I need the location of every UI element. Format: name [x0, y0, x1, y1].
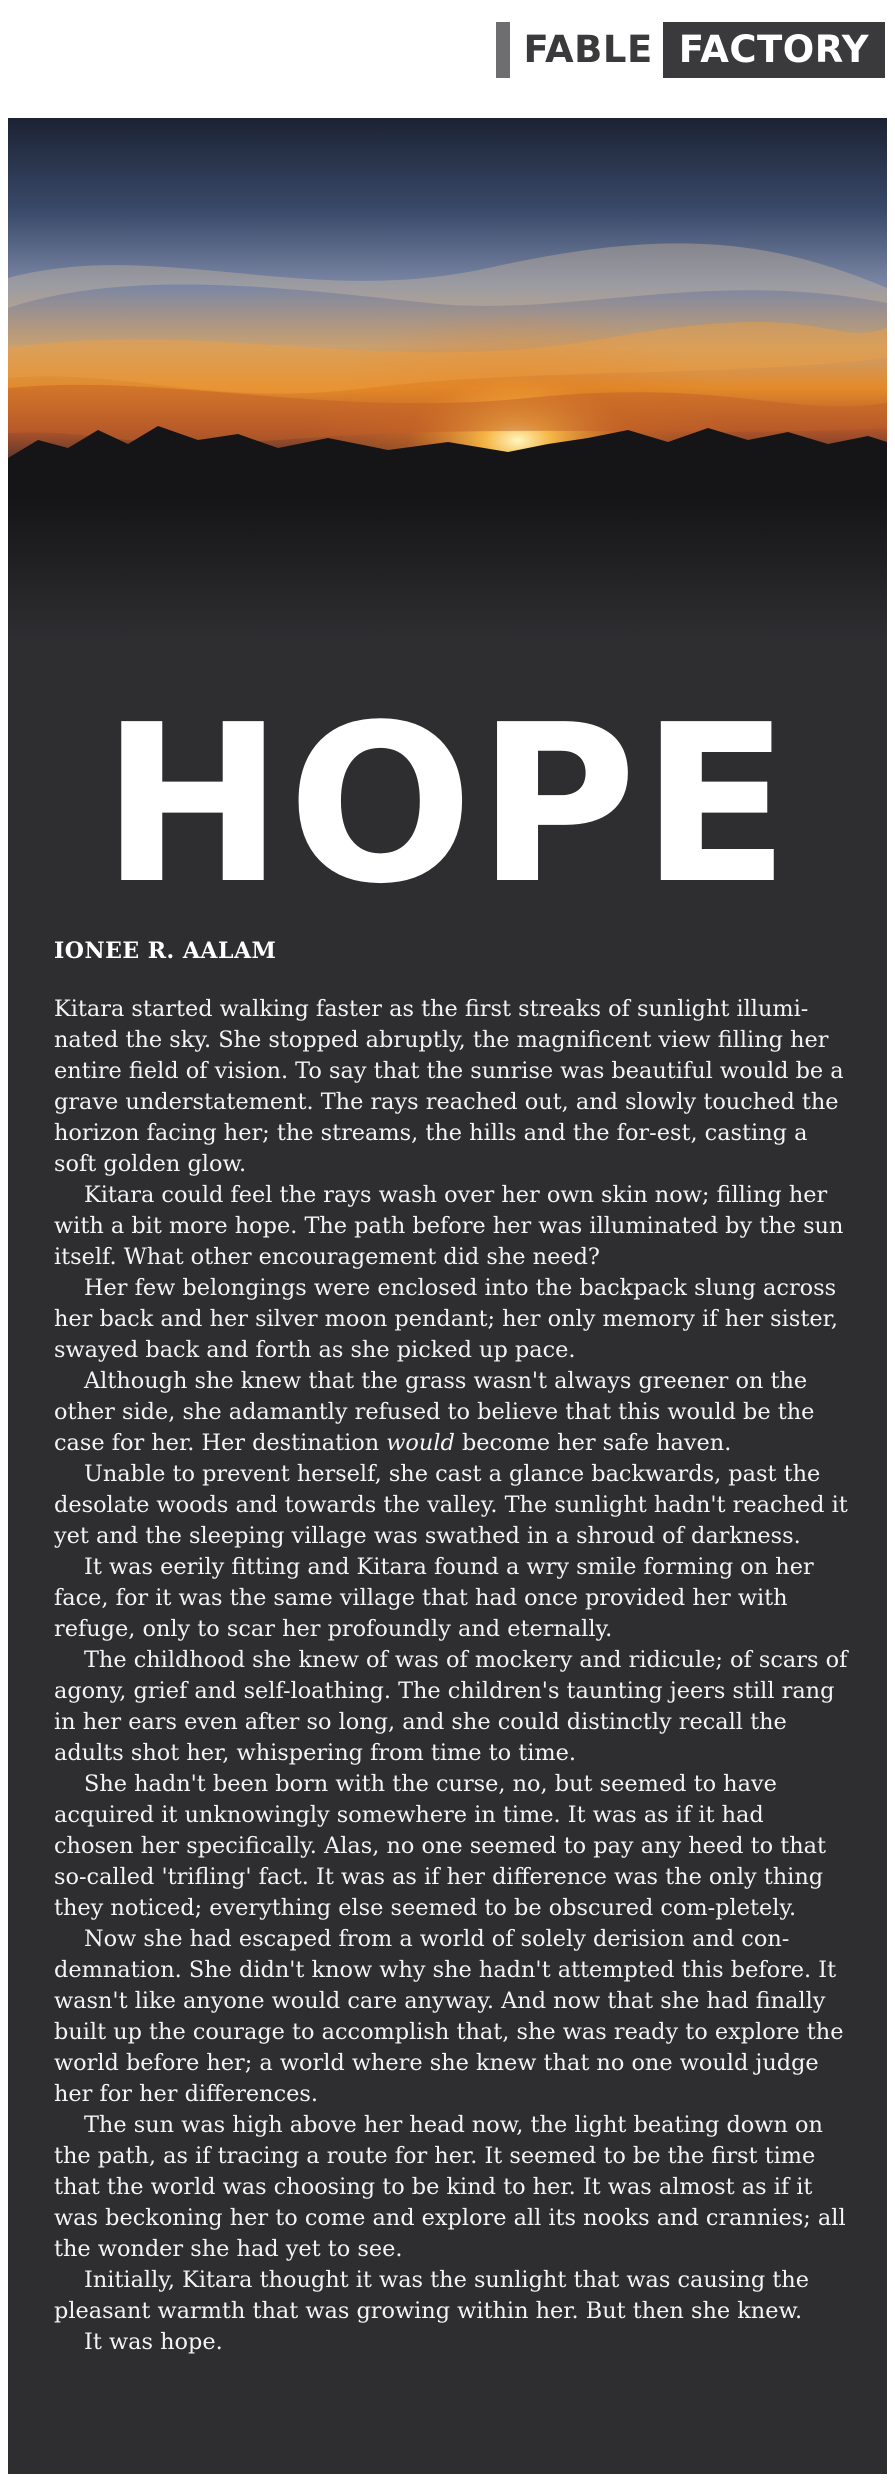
paragraph-text: It was hope. [84, 2329, 223, 2355]
paragraph-text: Now she had escaped from a world of solely derision and con-demnation. She didn't know why she hadn't attempted this before. It wasn't like anyone would care anyway. And now that she had finally built up the courage to accomplish that, she was ready to explore the world before her; a world where she knew that no one would judge her for her differences. [54, 1926, 844, 2107]
paragraph-text: Initially, Kitara thought it was the sunlight that was causing the pleasant warmth that was growing within her. But then she knew. [54, 2267, 809, 2324]
brand-word-factory: FACTORY [663, 22, 885, 78]
story-paragraph [54, 1552, 849, 1645]
story-paragraph [54, 1769, 849, 1924]
story-panel [8, 118, 887, 2474]
story-paragraph [54, 994, 849, 1180]
story-paragraph [54, 1459, 849, 1552]
brand-bar [496, 22, 510, 78]
paragraph-text: Kitara could feel the rays wash over her own skin now; filling her with a bit more hope. The path before her was illuminated by the sun itself. What other encouragement did she need? [54, 1182, 844, 1270]
story-paragraph [54, 2265, 849, 2327]
paragraph-text: become her safe haven. [454, 1430, 732, 1456]
story-paragraph [54, 2110, 849, 2265]
paragraph-text: She hadn't been born with the curse, no, but seemed to have acquired it unknowingly somewhere in time. It was as if it had chosen her specifically. Alas, no one seemed to pay any heed to that so-called 'trifling' fact. It was as if her difference was the only thing they noticed; everything else seemed to be obscured com-pletely. [54, 1771, 826, 1921]
story-paragraph [54, 1645, 849, 1769]
story-paragraph [54, 2327, 849, 2358]
story-body [54, 994, 849, 2358]
paragraph-text: The childhood she knew of was of mockery and ridicule; of scars of agony, grief and self-loathing. The children's taunting jeers still rang in her ears even after so long, and she could distinctly recall the adults shot her, whispering from time to time. [54, 1647, 848, 1766]
story-paragraph [54, 1180, 849, 1273]
story-paragraph [54, 1924, 849, 2110]
paragraph-text: The sun was high above her head now, the light beating down on the path, as if tracing a route for her. It seemed to be the first time that the world was choosing to be kind to her. It was almost as if it was beckoning her to come and explore all its nooks and crannies; all the wonder she had yet to see. [54, 2112, 846, 2262]
paragraph-text: Kitara started walking faster as the first streaks of sunlight illumi-nated the sky. She stopped abruptly, the magnificent view filling her entire field of vision. To say that the sunrise was beautiful would be a grave understatement. The rays reached out, and slowly touched the horizon facing her; the streams, the hills and the for-est, casting a soft golden glow. [54, 996, 844, 1177]
story-paragraph [54, 1273, 849, 1366]
bottom-margin [0, 2474, 895, 2487]
story-author: IONEE R. AALAM [54, 938, 277, 964]
sunrise-image [8, 118, 887, 638]
story-title: HOPE [101, 679, 794, 932]
sunrise-photo [8, 118, 887, 638]
paragraph-text: Unable to prevent herself, she cast a glance backwards, past the desolate woods and towards the valley. The sunlight hadn't reached it yet and the sleeping village was swathed in a shroud of darkness. [54, 1461, 848, 1549]
brand-word-fable: FABLE [523, 28, 653, 71]
brand-logo [496, 22, 886, 78]
story-paragraph [54, 1366, 849, 1459]
paragraph-text: Although she knew that the grass wasn't always greener on the other side, she adamantly refused to believe that this would be the case for her. Her destination [54, 1368, 815, 1456]
paragraph-text: Her few belongings were enclosed into the backpack slung across her back and her silver moon pendant; her only memory if her sister, swayed back and forth as she picked up pace. [54, 1275, 838, 1363]
page-header [0, 0, 895, 118]
paragraph-text: It was eerily fitting and Kitara found a wry smile forming on her face, for it was the same village that had once provided her with refuge, only to scar her profoundly and eternally. [54, 1554, 814, 1642]
emphasis-text: would [386, 1430, 455, 1456]
